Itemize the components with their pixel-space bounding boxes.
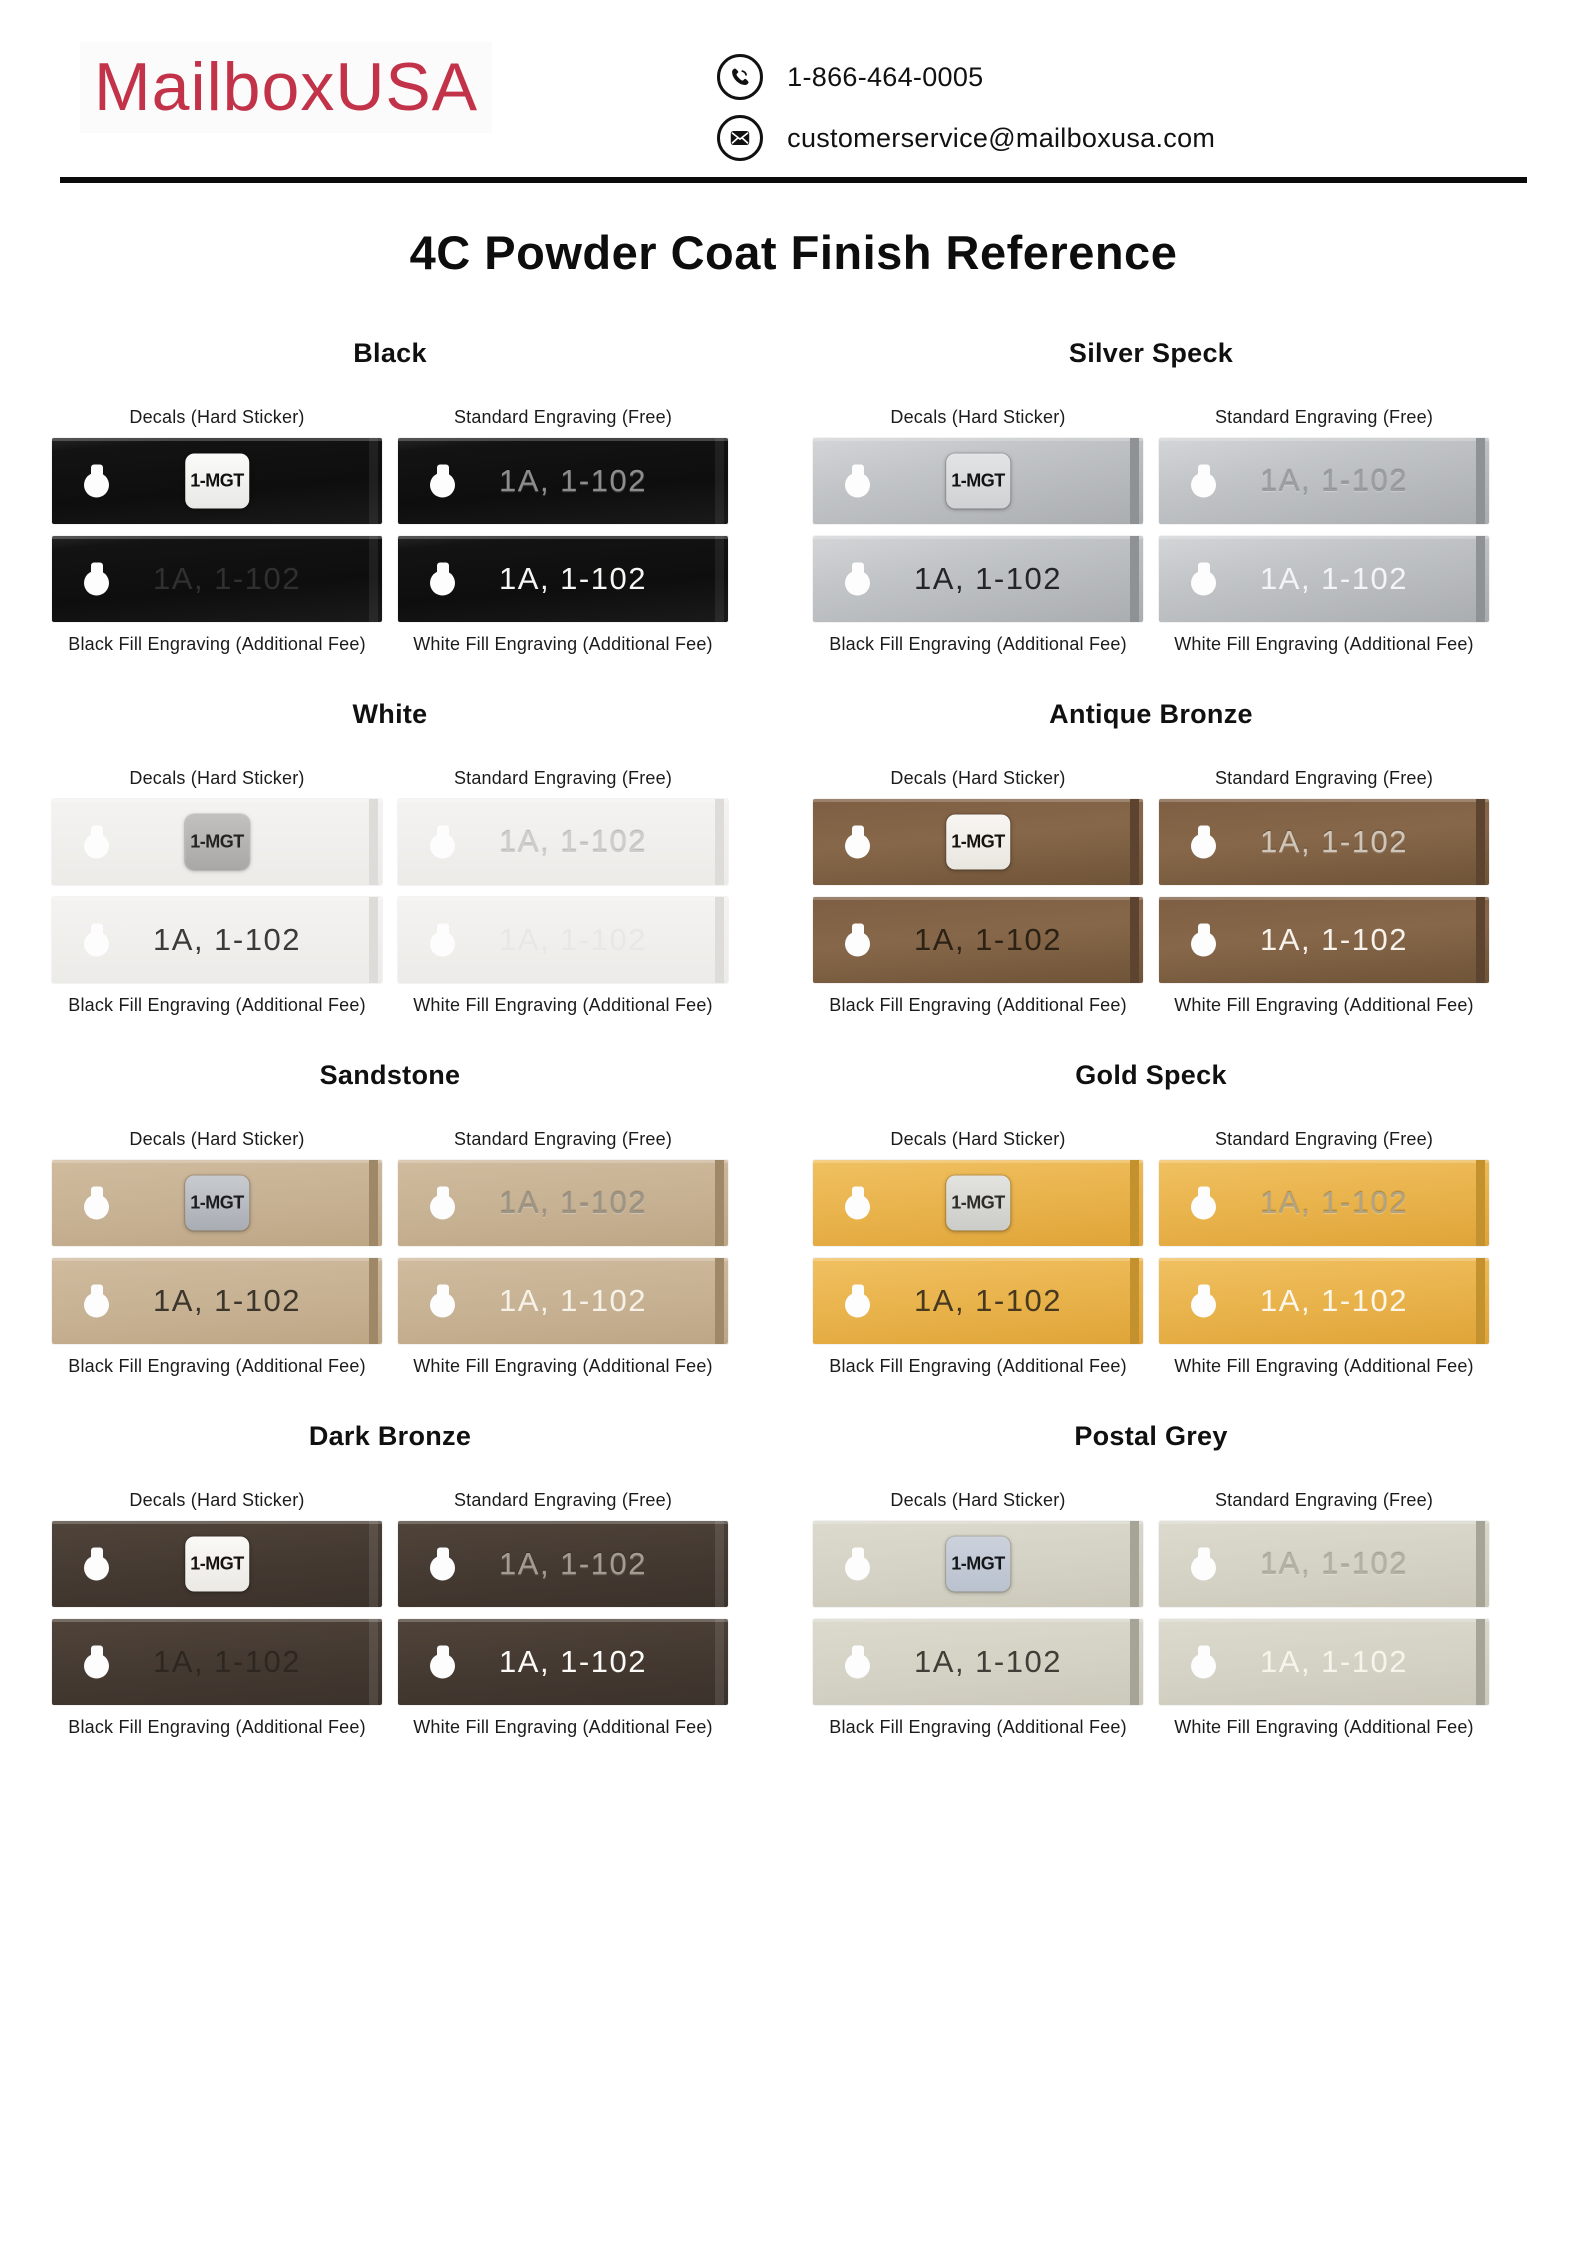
standard-engraving-label: Standard Engraving (Free) [453,768,673,788]
decals-label: Decals (Hard Sticker) [890,407,1066,427]
finish-title: Silver Speck [1068,338,1234,368]
plate-white-fill [1159,536,1489,622]
standard-engraving-label: Standard Engraving (Free) [453,407,673,427]
plate-black-fill [813,1619,1143,1705]
black-fill-label: Black Fill Engraving (Additional Fee) [68,995,366,1015]
standard-engraving-label: Standard Engraving (Free) [1214,1490,1434,1510]
plate-white-fill [398,536,728,622]
finish-section-silver-speck [813,338,1489,655]
plate-black-fill [813,536,1143,622]
standard-engraving-label: Standard Engraving (Free) [453,1129,673,1149]
finish-title: Gold Speck [1075,1060,1227,1090]
keyhole-icon [845,1187,870,1220]
plate-white-fill [398,1619,728,1705]
engraved-number: 1A, 1-102 [153,561,301,596]
plate-decal [52,799,382,885]
plate-standard-engraving [1159,799,1489,885]
finish-title: Black [353,338,427,368]
finish-title: Dark Bronze [308,1421,472,1451]
black-fill-label: Black Fill Engraving (Additional Fee) [829,1717,1127,1737]
engraved-number: 1A, 1-102 [1260,463,1408,498]
plate-white-fill [1159,1619,1489,1705]
white-fill-label: White Fill Engraving (Additional Fee) [1174,1356,1474,1376]
plate-black-fill [52,897,382,983]
engraved-number: 1A, 1-102 [499,463,647,498]
decals-label: Decals (Hard Sticker) [129,1490,305,1510]
keyhole-icon [845,826,870,859]
white-fill-label: White Fill Engraving (Additional Fee) [1174,1717,1474,1737]
black-fill-label: Black Fill Engraving (Additional Fee) [829,1356,1127,1376]
engraved-number: 1A, 1-102 [153,1283,301,1318]
contact-block [717,42,1215,161]
black-fill-label: Black Fill Engraving (Additional Fee) [68,1356,366,1376]
plate-decal [52,1160,382,1246]
email-icon [717,115,763,161]
plate-black-fill [813,897,1143,983]
plate-black-fill [52,1619,382,1705]
engraved-number: 1A, 1-102 [153,922,301,957]
standard-engraving-label: Standard Engraving (Free) [1214,1129,1434,1149]
white-fill-label: White Fill Engraving (Additional Fee) [413,1356,713,1376]
decal-sticker: 1-MGT [946,1537,1010,1592]
plate-decal [52,438,382,524]
decals-label: Decals (Hard Sticker) [129,1129,305,1149]
black-fill-label: Black Fill Engraving (Additional Fee) [829,634,1127,654]
keyhole-icon [84,1187,109,1220]
keyhole-icon [845,1548,870,1581]
decals-label: Decals (Hard Sticker) [129,407,305,427]
company-logo: MailboxUSA [80,42,492,133]
finish-title: Postal Grey [1074,1421,1228,1451]
email-address: customerservice@mailboxusa.com [787,122,1216,153]
black-fill-label: Black Fill Engraving (Additional Fee) [68,1717,366,1737]
email-row [717,115,1215,161]
plate-decal [813,799,1143,885]
phone-number: 1-866-464-0005 [787,61,984,92]
engraved-number: 1A, 1-102 [1260,922,1408,957]
engraved-number: 1A, 1-102 [914,1644,1062,1679]
white-fill-label: White Fill Engraving (Additional Fee) [1174,634,1474,654]
plate-decal [813,438,1143,524]
engraved-number: 1A, 1-102 [1260,561,1408,596]
plate-standard-engraving [1159,1521,1489,1607]
header [0,0,1587,161]
engraved-number: 1A, 1-102 [499,1546,647,1581]
engraved-number: 1A, 1-102 [914,922,1062,957]
finish-section-sandstone [52,1060,728,1377]
decal-sticker: 1-MGT [185,815,249,870]
page-title: 4C Powder Coat Finish Reference [409,226,1178,279]
decal-sticker: 1-MGT [185,1176,249,1231]
finish-section-antique-bronze [813,699,1489,1016]
plate-standard-engraving [1159,1160,1489,1246]
engraved-number: 1A, 1-102 [1260,1546,1408,1581]
decals-label: Decals (Hard Sticker) [890,1129,1066,1149]
engraved-number: 1A, 1-102 [1260,824,1408,859]
engraved-number: 1A, 1-102 [1260,1185,1408,1220]
engraved-number: 1A, 1-102 [153,1644,301,1679]
standard-engraving-label: Standard Engraving (Free) [453,1490,673,1510]
plate-standard-engraving [1159,438,1489,524]
engraved-number: 1A, 1-102 [499,1185,647,1220]
phone-icon [717,54,763,100]
plate-standard-engraving [398,1160,728,1246]
decal-sticker: 1-MGT [946,1176,1010,1231]
plate-white-fill [398,1258,728,1344]
keyhole-icon [845,465,870,498]
engraved-number: 1A, 1-102 [499,1283,647,1318]
keyhole-icon [84,1548,109,1581]
keyhole-icon [84,826,109,859]
header-divider [60,177,1527,183]
white-fill-label: White Fill Engraving (Additional Fee) [413,1717,713,1737]
engraved-number: 1A, 1-102 [499,1644,647,1679]
plate-black-fill [813,1258,1143,1344]
black-fill-label: Black Fill Engraving (Additional Fee) [68,634,366,654]
plate-standard-engraving [398,438,728,524]
white-fill-label: White Fill Engraving (Additional Fee) [413,634,713,654]
finish-section-gold-speck [813,1060,1489,1377]
finishes-grid [0,338,1587,1782]
decals-label: Decals (Hard Sticker) [890,1490,1066,1510]
engraved-number: 1A, 1-102 [1260,1283,1408,1318]
plate-decal [813,1521,1143,1607]
plate-standard-engraving [398,799,728,885]
decal-sticker: 1-MGT [946,454,1010,509]
decals-label: Decals (Hard Sticker) [129,768,305,788]
plate-black-fill [52,536,382,622]
standard-engraving-label: Standard Engraving (Free) [1214,407,1434,427]
decal-sticker: 1-MGT [946,815,1010,870]
finish-section-dark-bronze [52,1421,728,1738]
finish-section-white [52,699,728,1016]
finish-title: White [352,699,428,729]
plate-white-fill [1159,1258,1489,1344]
plate-decal [52,1521,382,1607]
finish-title: Antique Bronze [1049,699,1253,729]
decal-sticker: 1-MGT [185,1537,249,1592]
decal-sticker: 1-MGT [185,454,249,509]
phone-row [717,54,1215,100]
finish-title: Sandstone [319,1060,461,1090]
plate-standard-engraving [398,1521,728,1607]
engraved-number: 1A, 1-102 [1260,1644,1408,1679]
engraved-number: 1A, 1-102 [914,1283,1062,1318]
engraved-number: 1A, 1-102 [499,922,647,957]
engraved-number: 1A, 1-102 [914,561,1062,596]
plate-white-fill [1159,897,1489,983]
decals-label: Decals (Hard Sticker) [890,768,1066,788]
plate-white-fill [398,897,728,983]
engraved-number: 1A, 1-102 [499,824,647,859]
finish-section-postal-grey [813,1421,1489,1738]
keyhole-icon [84,465,109,498]
white-fill-label: White Fill Engraving (Additional Fee) [413,995,713,1015]
white-fill-label: White Fill Engraving (Additional Fee) [1174,995,1474,1015]
plate-decal [813,1160,1143,1246]
engraved-number: 1A, 1-102 [499,561,647,596]
black-fill-label: Black Fill Engraving (Additional Fee) [829,995,1127,1015]
standard-engraving-label: Standard Engraving (Free) [1214,768,1434,788]
finish-section-black [52,338,728,655]
plate-black-fill [52,1258,382,1344]
